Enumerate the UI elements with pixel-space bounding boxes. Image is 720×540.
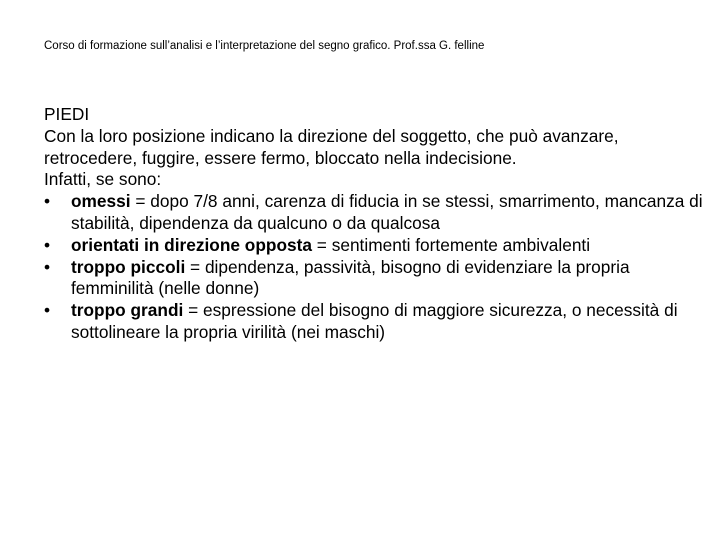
bullet-icon: •	[44, 234, 51, 255]
slide-header: Corso di formazione sull’analisi e l’interpretazione del segno grafico. Prof.ssa G. felline	[44, 40, 485, 52]
item-term: orientati in direzione opposta	[71, 234, 312, 255]
item-term: troppo piccoli	[71, 256, 186, 277]
item-description: = dipendenza, passività, bisogno di evidenziare la propria femminilità (nelle donne)	[71, 256, 630, 299]
intro-text: Con la loro posizione indicano la direzione del soggetto, che può avanzare, retrocedere, fuggire, essere fermo, bloccato nella indecisione.	[44, 125, 619, 168]
item-description: = espressione del bisogno di maggiore sicurezza, o necessità di sottolineare la propria virilità (nei maschi)	[71, 300, 678, 342]
bullet-icon: •	[44, 191, 51, 212]
item-description: = dopo 7/8 anni, carenza di fiducia in se stessi, smarrimento, mancanza di stabilità, dipendenza da qualcuno o da qualcosa	[71, 191, 703, 233]
item-term: omessi	[71, 191, 131, 212]
list-item	[44, 191, 704, 235]
item-description: = sentimenti fortemente ambivalenti	[312, 234, 591, 255]
bullet-list	[44, 191, 704, 344]
list-item	[44, 235, 704, 257]
item-term: troppo grandi	[71, 300, 184, 321]
list-item	[44, 300, 704, 344]
lead-text: Infatti, se sono:	[44, 169, 162, 190]
slide-title: PIEDI	[44, 104, 90, 124]
bullet-icon: •	[44, 300, 51, 321]
list-item	[44, 257, 704, 301]
slide-body	[44, 104, 704, 344]
bullet-icon: •	[44, 256, 51, 277]
